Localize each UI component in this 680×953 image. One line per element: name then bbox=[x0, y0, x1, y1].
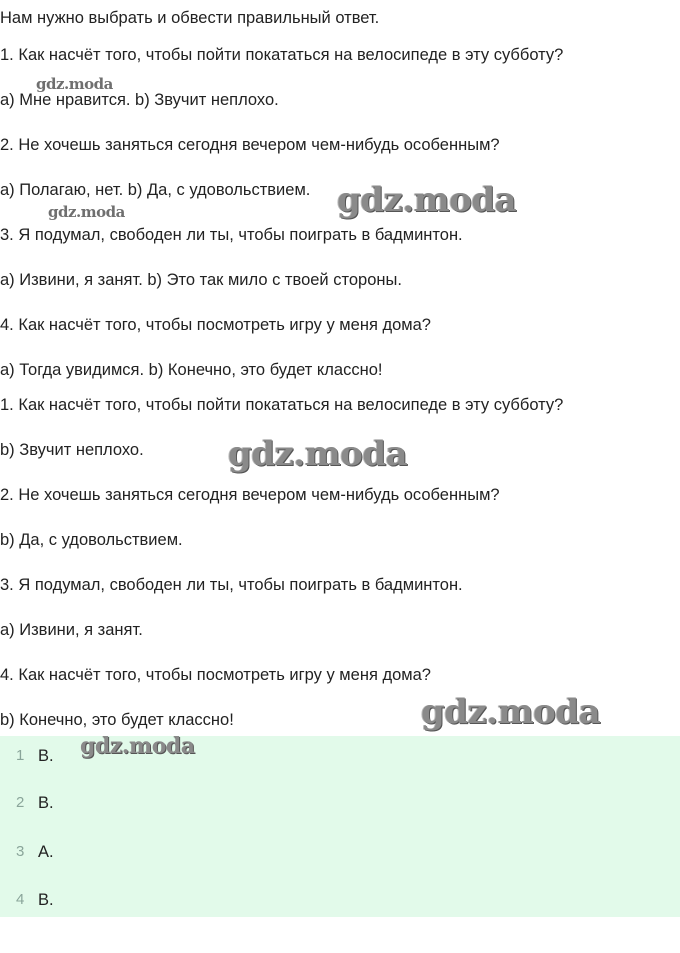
watermark-logo: gdz.moda bbox=[228, 434, 408, 474]
answer-number: 3 bbox=[16, 843, 25, 860]
answer-3-text: a) Извини, я занят. bbox=[0, 621, 143, 639]
task-instruction: Нам нужно выбрать и обвести правильный ответ. bbox=[0, 9, 380, 27]
question-4: 4. Как насчёт того, чтобы посмотреть игру у меня дома? bbox=[0, 316, 431, 334]
watermark-logo: gdz.moda bbox=[337, 180, 517, 220]
answer-value: B. bbox=[38, 891, 54, 909]
answer-list bbox=[0, 736, 680, 917]
watermark-logo: gdz.moda bbox=[80, 733, 195, 759]
answer-value: A. bbox=[38, 843, 54, 861]
answer-value: B. bbox=[38, 794, 54, 812]
list-item bbox=[0, 791, 680, 815]
answer-4-text: b) Конечно, это будет классно! bbox=[0, 711, 234, 729]
options-2: a) Полагаю, нет. b) Да, с удовольствием. bbox=[0, 181, 311, 199]
options-4: a) Тогда увидимся. b) Конечно, это будет классно! bbox=[0, 361, 383, 379]
watermark-logo: gdz.moda bbox=[421, 692, 601, 732]
question-4-repeat: 4. Как насчёт того, чтобы посмотреть игру у меня дома? bbox=[0, 666, 431, 684]
answer-1-text: b) Звучит неплохо. bbox=[0, 441, 144, 459]
answer-2-text: b) Да, с удовольствием. bbox=[0, 531, 183, 549]
answer-number: 4 bbox=[16, 891, 25, 908]
question-1: 1. Как насчёт того, чтобы пойти покататься на велосипеде в эту субботу? bbox=[0, 46, 564, 64]
question-3-repeat: 3. Я подумал, свободен ли ты, чтобы поиграть в бадминтон. bbox=[0, 576, 463, 594]
answer-number: 2 bbox=[16, 794, 25, 811]
watermark-logo: gdz.moda bbox=[48, 203, 125, 221]
question-3: 3. Я подумал, свободен ли ты, чтобы поиграть в бадминтон. bbox=[0, 226, 463, 244]
list-item bbox=[0, 744, 680, 768]
list-item bbox=[0, 840, 680, 864]
question-2: 2. Не хочешь заняться сегодня вечером чем-нибудь особенным? bbox=[0, 136, 500, 154]
question-2-repeat: 2. Не хочешь заняться сегодня вечером чем-нибудь особенным? bbox=[0, 486, 500, 504]
options-1: a) Мне нравится. b) Звучит неплохо. bbox=[0, 91, 279, 109]
list-item bbox=[0, 888, 680, 912]
answer-value: B. bbox=[38, 747, 54, 765]
answer-number: 1 bbox=[16, 747, 25, 764]
options-3: a) Извини, я занят. b) Это так мило с твоей стороны. bbox=[0, 271, 402, 289]
watermark-logo: gdz.moda bbox=[36, 75, 113, 93]
question-1-repeat: 1. Как насчёт того, чтобы пойти покататься на велосипеде в эту субботу? bbox=[0, 396, 564, 414]
